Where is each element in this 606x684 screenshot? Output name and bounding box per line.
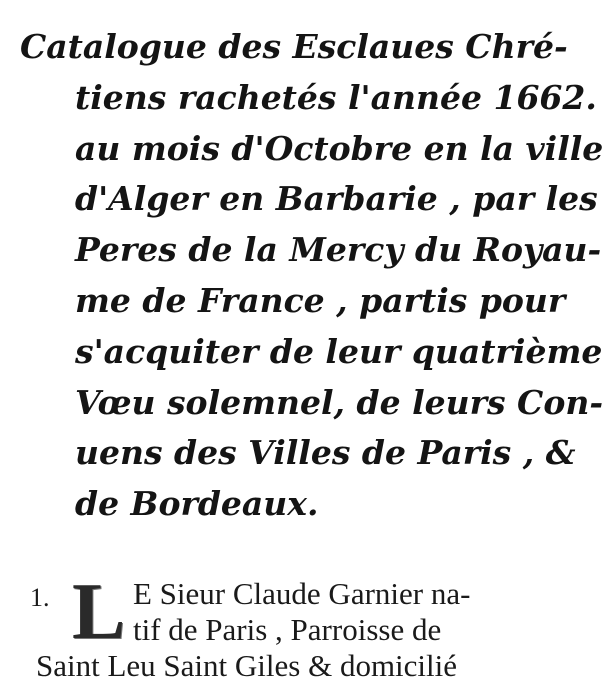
entry-number: 1. [30, 583, 50, 612]
drop-cap-letter: L [72, 568, 126, 656]
title-line: Catalogue des Esclaues Chré- [20, 27, 568, 66]
title-line: me de France , partis pour [75, 280, 566, 320]
entry-line: E Sieur Claude Garnier na- [133, 576, 471, 611]
catalogue-title [20, 22, 604, 530]
entry-line: Saint Leu Saint Giles & domicilié [36, 648, 458, 683]
title-line: au mois d'Octobre en la ville [75, 128, 604, 168]
title-line: de Bordeaux. [75, 484, 319, 524]
title-line: uens des Villes de Paris , & [75, 433, 576, 473]
title-line: d'Alger en Barbarie , par les [75, 179, 598, 219]
title-line: tiens rachetés l'année 1662. [75, 77, 597, 117]
entry-paragraph [0, 568, 606, 683]
title-line: s'acquiter de leur quatrième [75, 331, 603, 371]
title-line: Vœu solemnel, de leurs Con- [75, 382, 604, 422]
title-line: Peres de la Mercy du Royau- [75, 230, 602, 270]
entry-line: tif de Paris , Parroisse de [133, 612, 442, 647]
